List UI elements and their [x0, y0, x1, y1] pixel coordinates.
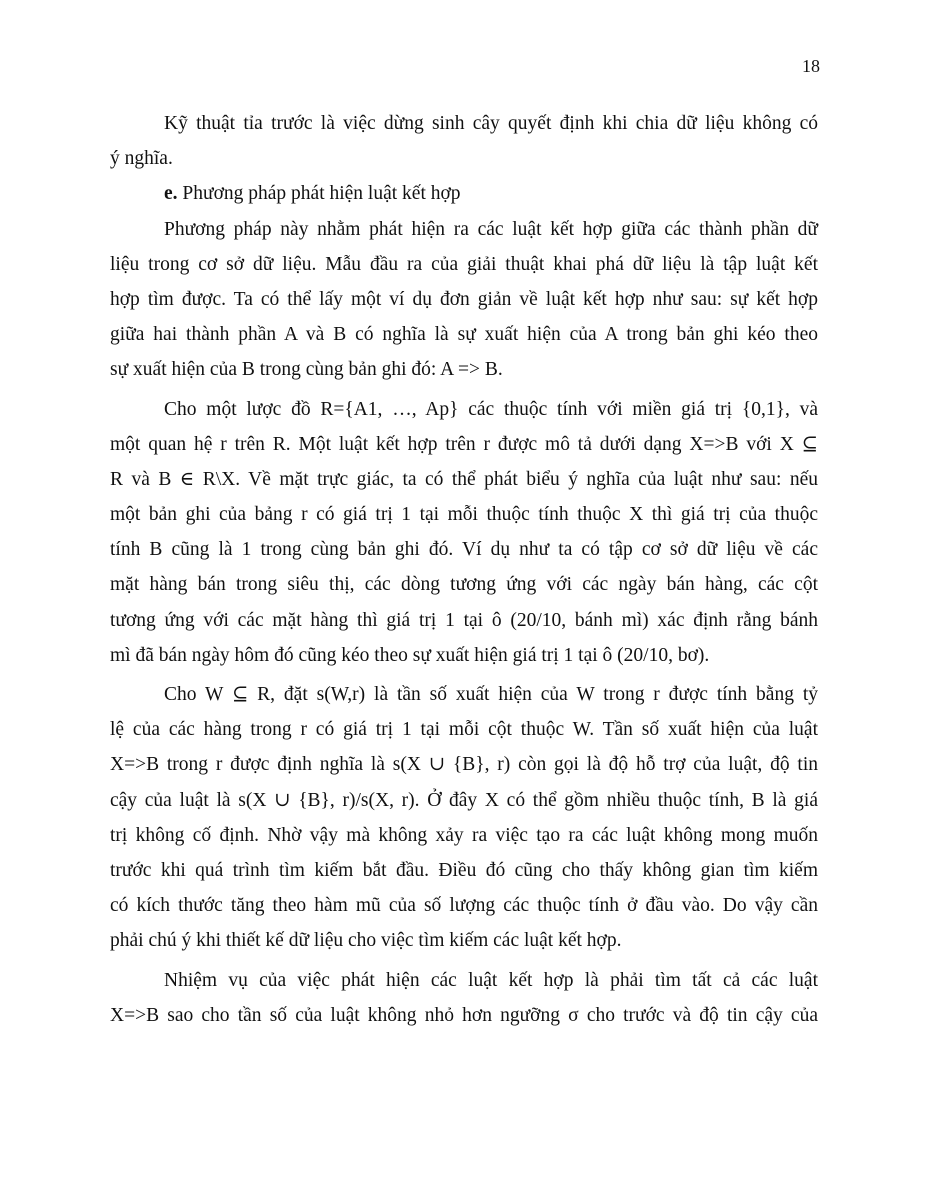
text-line: X=>B trong r được định nghĩa là s(X ∪ {B}, r) còn gọi là độ hỗ trợ của luật, độ tin	[110, 754, 818, 776]
page-number: 18	[802, 56, 820, 76]
text-line: X=>B sao cho tần số của luật không nhỏ hơn ngưỡng σ cho trước và độ tin cậy của	[110, 1004, 818, 1026]
section-heading-text: Phương pháp phát hiện luật kết hợp	[182, 183, 461, 205]
text-line: tương ứng với các mặt hàng thì giá trị 1 tại ô (20/10, bánh mì) xác định rằng bánh	[110, 609, 818, 631]
text-line: ý nghĩa.	[110, 148, 173, 170]
text-line: Kỹ thuật tỉa trước là việc dừng sinh cây quyết định khi chia dữ liệu không có	[164, 113, 818, 134]
section-label: e.	[164, 183, 178, 205]
text-line: mì đã bán ngày hôm đó cũng kéo theo sự xuất hiện giá trị 1 tại ô (20/10, bơ).	[110, 644, 710, 666]
text-line: có kích thước tăng theo hàm mũ của số lượng các thuộc tính ở đầu vào. Do vậy cần	[110, 895, 818, 917]
text-line: phải chú ý khi thiết kế dữ liệu cho việc tìm kiếm các luật kết hợp.	[110, 930, 622, 952]
text-line: trị không cố định. Nhờ vậy mà không xảy ra việc tạo ra các luật không mong muốn	[110, 824, 818, 846]
document-body	[110, 106, 818, 1033]
text-line: sự xuất hiện của B trong cùng bản ghi đó: A => B.	[110, 359, 503, 381]
text-line: tính B cũng là 1 trong cùng bản ghi đó. Ví dụ như ta có tập cơ sở dữ liệu về các	[110, 539, 818, 561]
text-line: trước khi quá trình tìm kiếm bắt đầu. Điều đó cũng cho thấy không gian tìm kiếm	[110, 859, 818, 881]
text-line: Phương pháp này nhằm phát hiện ra các luật kết hợp giữa các thành phần dữ	[164, 218, 818, 240]
text-line: một quan hệ r trên R. Một luật kết hợp trên r được mô tả dưới dạng X=>B với X ⊆	[110, 433, 818, 455]
text-line: Cho W ⊆ R, đặt s(W,r) là tần số xuất hiện của W trong r được tính bằng tỷ	[164, 684, 818, 705]
text-line: Nhiệm vụ của việc phát hiện các luật kết hợp là phải tìm tất cả các luật	[164, 969, 818, 991]
text-line: R và B ∈ R\X. Về mặt trực giác, ta có thể phát biểu ý nghĩa của luật như sau: nếu	[110, 468, 818, 490]
text-line: một bản ghi của bảng r có giá trị 1 tại mỗi thuộc tính thuộc X thì giá trị của thuộc	[110, 504, 818, 526]
text-line: liệu trong cơ sở dữ liệu. Mẫu đầu ra của giải thuật khai phá dữ liệu là tập luật kết	[110, 253, 818, 275]
text-line: Cho một lược đồ R={A1, …, Ap} các thuộc tính với miền giá trị {0,1}, và	[164, 398, 818, 420]
text-line: lệ của các hàng trong r có giá trị 1 tại mỗi cột thuộc W. Tần số xuất hiện của luật	[110, 719, 818, 741]
text-line: hợp tìm được. Ta có thể lấy một ví dụ đơn giản về luật kết hợp như sau: sự kết hợp	[110, 288, 818, 310]
text-line: giữa hai thành phần A và B có nghĩa là sự xuất hiện của A trong bản ghi kéo theo	[110, 324, 818, 346]
text-line: mặt hàng bán trong siêu thị, các dòng tương ứng với các ngày bán hàng, các cột	[110, 574, 818, 596]
text-line: cậy của luật là s(X ∪ {B}, r)/s(X, r). Ở đây X có thể gồm nhiều thuộc tính, B là giá	[110, 789, 818, 811]
text-line	[110, 176, 818, 211]
